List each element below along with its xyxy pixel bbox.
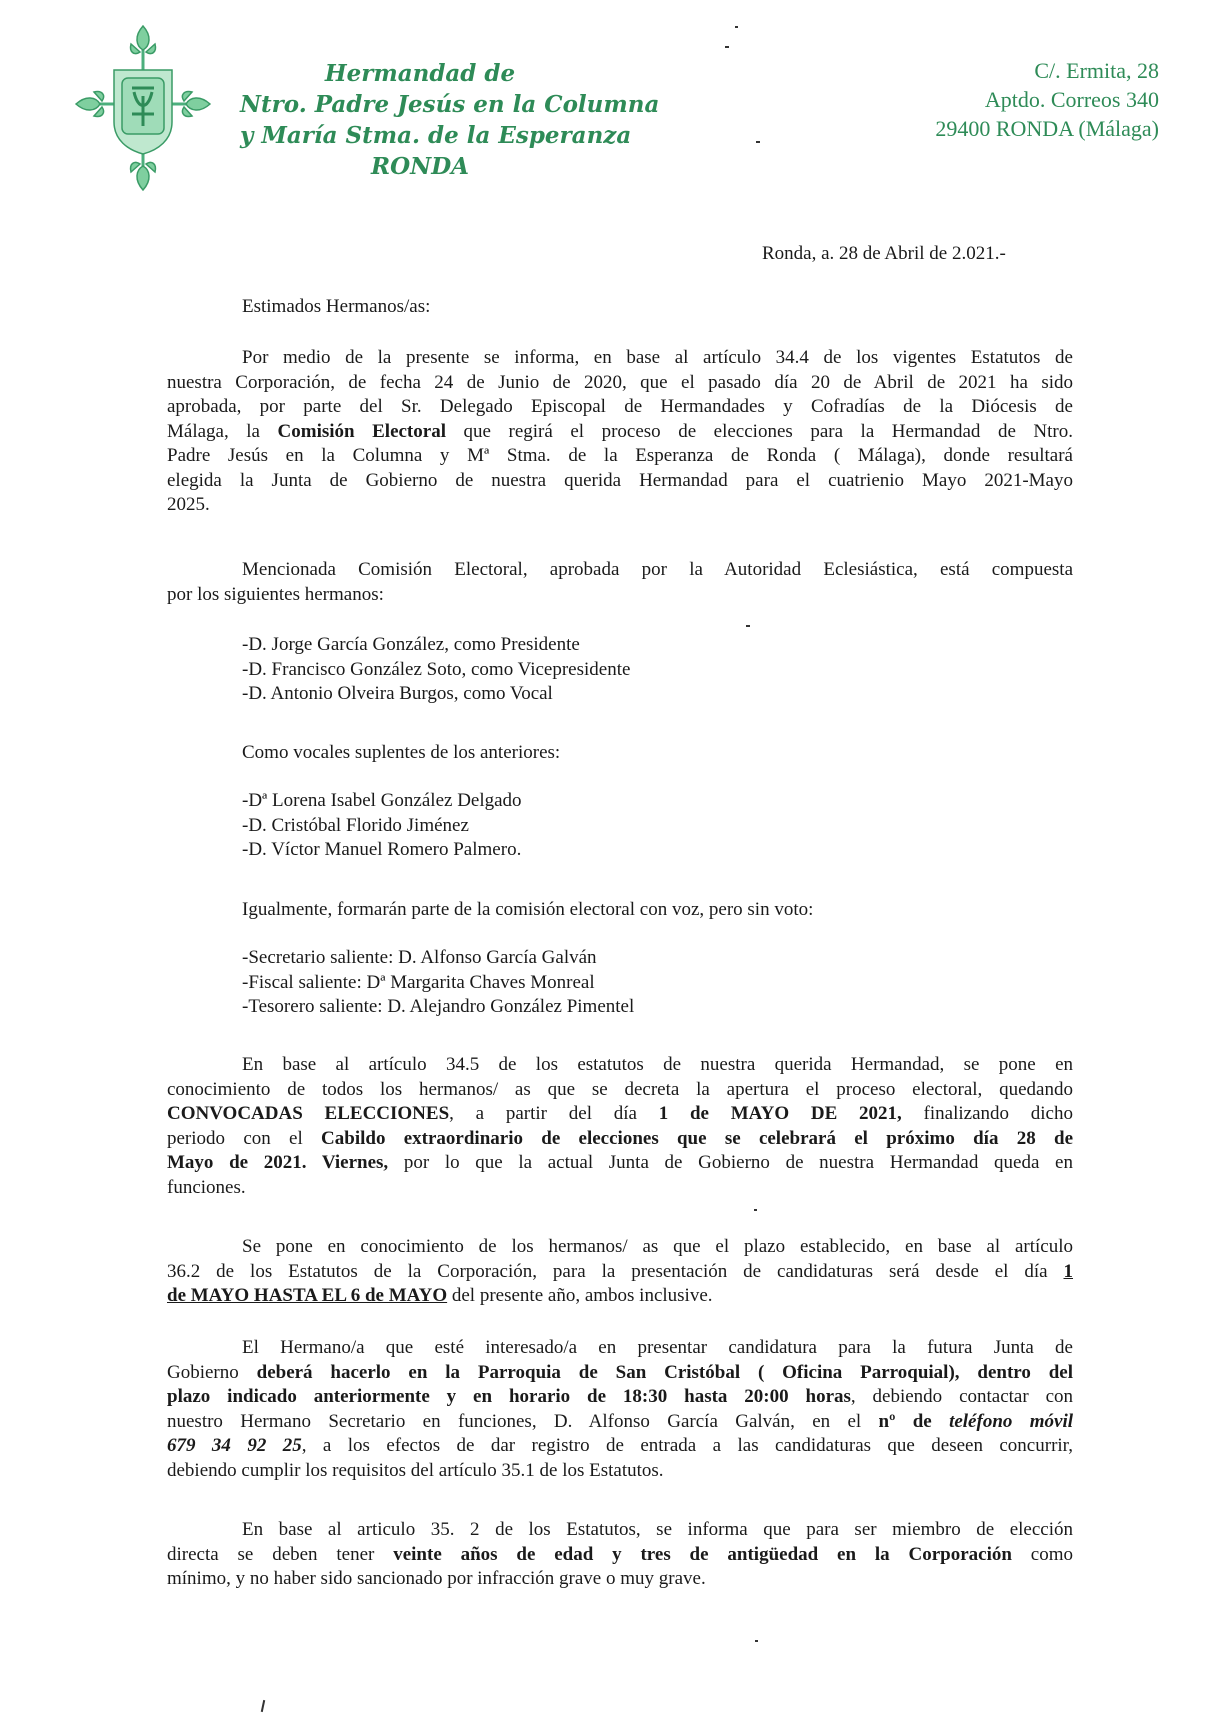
p6-line-2 — [167, 1543, 1073, 1568]
p6-line-2c: como — [1011, 1543, 1073, 1565]
p5-line-2a: Gobierno — [167, 1361, 257, 1383]
substitutes-list — [242, 789, 522, 863]
commission-members-list — [242, 633, 630, 707]
p5-line-2 — [167, 1361, 1073, 1386]
deadline-range: de MAYO HASTA EL 6 de MAYO — [167, 1285, 448, 1306]
scan-speck — [754, 1209, 757, 1211]
p4-line-2a: 36.2 de los Estatutos de la Corporación, para la presentación de candidaturas será desde el día — [167, 1260, 1064, 1282]
cabildo-date-label: Mayo de 2021. Viernes, — [167, 1152, 389, 1173]
electoral-commission-label: Comisión Electoral — [277, 420, 446, 442]
paragraph-3 — [167, 1053, 1073, 1200]
p1-line-1: Por medio de la presente se informa, en base al artículo 34.4 de los vigentes Estatutos de — [242, 347, 1073, 368]
list-item: -D. Cristóbal Florido Jiménez — [242, 814, 469, 836]
list-item: -Secretario saliente: D. Alfonso García Galván — [242, 947, 597, 968]
p3-line-5 — [167, 1151, 1073, 1176]
p4-line-3 — [167, 1284, 1073, 1309]
p1-line-3: aprobada, por parte del Sr. Delegado Episcopal de Hermandades y Cofradías de la Diócesis de — [167, 396, 1073, 417]
list-item: -D. Francisco González Soto, como Vicepresidente — [242, 658, 631, 680]
mobile-phone-label: teléfono móvil — [949, 1410, 1073, 1432]
p3-line-2: conocimiento de todos los hermanos/ as que se decreta la apertura el proceso electoral, quedando — [167, 1078, 1073, 1100]
org-line-3: y María Stma. de la Esperanza — [240, 122, 632, 149]
p2-line-1: Mencionada Comisión Electoral, aprobada por la Autoridad Eclesiástica, está compuesta — [242, 559, 1073, 580]
p1-line-4c: que regirá el proceso de elecciones para la Hermandad de Ntro. — [445, 420, 1074, 442]
p6-line-1: En base al articulo 35. 2 de los Estatutos, se informa que para ser miembro de elección — [242, 1519, 1073, 1540]
paragraph-6 — [167, 1518, 1073, 1592]
start-date-label: 1 de MAYO DE 2021, — [658, 1103, 902, 1124]
phone-prefix: nº de — [878, 1410, 950, 1432]
p1-line-6: elegida la Junta de Gobierno de nuestra querida Hermandad para el cuatrienio Mayo 2021-Mayo — [167, 469, 1073, 491]
p3-line-5b: por lo que la actual Junta de Gobierno de nuestra Hermandad queda en — [388, 1152, 1073, 1173]
scan-speck — [725, 46, 729, 48]
p3-line-1: En base al artículo 34.5 de los estatutos de nuestra querida Hermandad, se pone en — [242, 1054, 1073, 1075]
address-line-3: 29400 RONDA (Málaga) — [935, 116, 1159, 141]
address-line-1: C/. Ermita, 28 — [1034, 58, 1159, 83]
scan-speck — [746, 625, 750, 627]
paragraph-1 — [167, 346, 1073, 518]
paragraph-2 — [167, 558, 1073, 607]
phone-number: 679 34 92 25 — [167, 1435, 302, 1456]
p5-line-6: debiendo cumplir los requisitos del artículo 35.1 de los Estatutos. — [167, 1459, 664, 1481]
list-item: -D. Jorge García González, como Presidente — [242, 634, 580, 655]
address-line-2: Aptdo. Correos 340 — [984, 87, 1159, 112]
p1-line-2: nuestra Corporación, de fecha 24 de Junio de 2020, que el pasado día 20 de Abril de 2021 ha sido — [167, 371, 1073, 393]
p2-line-2: por los siguientes hermanos: — [167, 583, 384, 605]
postal-address — [935, 56, 1159, 143]
voice-members-list — [242, 946, 634, 1020]
cross-emblem-icon — [74, 22, 212, 194]
scan-speck — [735, 26, 738, 28]
paragraph-4 — [167, 1235, 1073, 1309]
p1-line-4 — [167, 420, 1073, 445]
substitutes-intro: Como vocales suplentes de los anteriores: — [242, 742, 561, 763]
p1-line-4a: Málaga, la — [167, 420, 278, 442]
submission-hours: plazo indicado anteriormente y en horario de 18:30 hasta 20:00 horas — [167, 1386, 851, 1407]
p4-line-1: Se pone en conocimiento de los hermanos/ as que el plazo establecido, en base al artículo — [242, 1236, 1073, 1257]
eligibility-requirements: veinte años de edad y tres de antigüedad en la Corporación — [393, 1543, 1012, 1565]
paragraph-5 — [167, 1336, 1073, 1483]
list-item: -Fiscal saliente: Dª Margarita Chaves Monreal — [242, 971, 595, 993]
p3-line-6: funciones. — [167, 1176, 246, 1198]
p5-line-5b: , a los efectos de dar registro de entrada a las candidaturas que deseen concurrir, — [301, 1435, 1073, 1456]
greeting: Estimados Hermanos/as: — [242, 296, 431, 317]
p5-line-4a: nuestro Hermano Secretario en funciones, D. Alfonso García Galván, en el — [167, 1410, 879, 1432]
p3-line-3b: , a partir del día — [449, 1103, 659, 1124]
list-item: -Tesorero saliente: D. Alejandro González Pimentel — [242, 996, 635, 1017]
p1-line-7: 2025. — [167, 494, 210, 515]
p4-line-3b: del presente año, ambos inclusive. — [447, 1285, 713, 1306]
p4-line-2 — [167, 1260, 1073, 1285]
scan-speck — [261, 1700, 265, 1712]
deadline-start-day: 1 — [1063, 1260, 1073, 1282]
p5-line-4 — [167, 1410, 1073, 1435]
scan-speck — [756, 141, 760, 143]
submission-place: deberá hacerlo en la Parroquia de San Cristóbal ( Oficina Parroquial), dentro del — [256, 1361, 1074, 1383]
p5-line-1: El Hermano/a que esté interesado/a en presentar candidatura para la futura Junta de — [242, 1337, 1073, 1358]
p6-line-2a: directa se deben tener — [167, 1543, 394, 1565]
org-line-4: RONDA — [371, 153, 469, 180]
org-line-2: Ntro. Padre Jesús en la Columna — [240, 91, 660, 118]
org-line-1: Hermandad de — [324, 60, 516, 87]
p3-line-4a: periodo con el — [167, 1127, 322, 1149]
letter-date: Ronda, a. 28 de Abril de 2.021.- — [762, 243, 1006, 264]
p5-line-3b: , debiendo contactar con — [850, 1386, 1073, 1407]
voice-intro: Igualmente, formarán parte de la comisión electoral con voz, pero sin voto: — [242, 899, 814, 920]
scan-speck — [755, 1640, 758, 1642]
p3-line-4 — [167, 1127, 1073, 1152]
list-item: -D. Antonio Olveira Burgos, como Vocal — [242, 683, 553, 704]
elections-called-label: CONVOCADAS ELECCIONES — [167, 1103, 450, 1124]
p1-line-5: Padre Jesús en la Columna y Mª Stma. de la Esperanza de Ronda ( Málaga), donde resultará — [167, 445, 1073, 466]
p5-line-3 — [167, 1385, 1073, 1410]
p6-line-3: mínimo, y no haber sido sancionado por infracción grave o muy grave. — [167, 1568, 706, 1589]
organization-name — [240, 58, 660, 182]
cabildo-label: Cabildo extraordinario de elecciones que se celebrará el próximo día 28 de — [321, 1127, 1074, 1149]
p3-line-3d: finalizando dicho — [901, 1103, 1073, 1124]
p5-line-5 — [167, 1434, 1073, 1459]
list-item: -D. Víctor Manuel Romero Palmero. — [242, 839, 522, 860]
list-item: -Dª Lorena Isabel González Delgado — [242, 790, 522, 811]
p3-line-3 — [167, 1102, 1073, 1127]
